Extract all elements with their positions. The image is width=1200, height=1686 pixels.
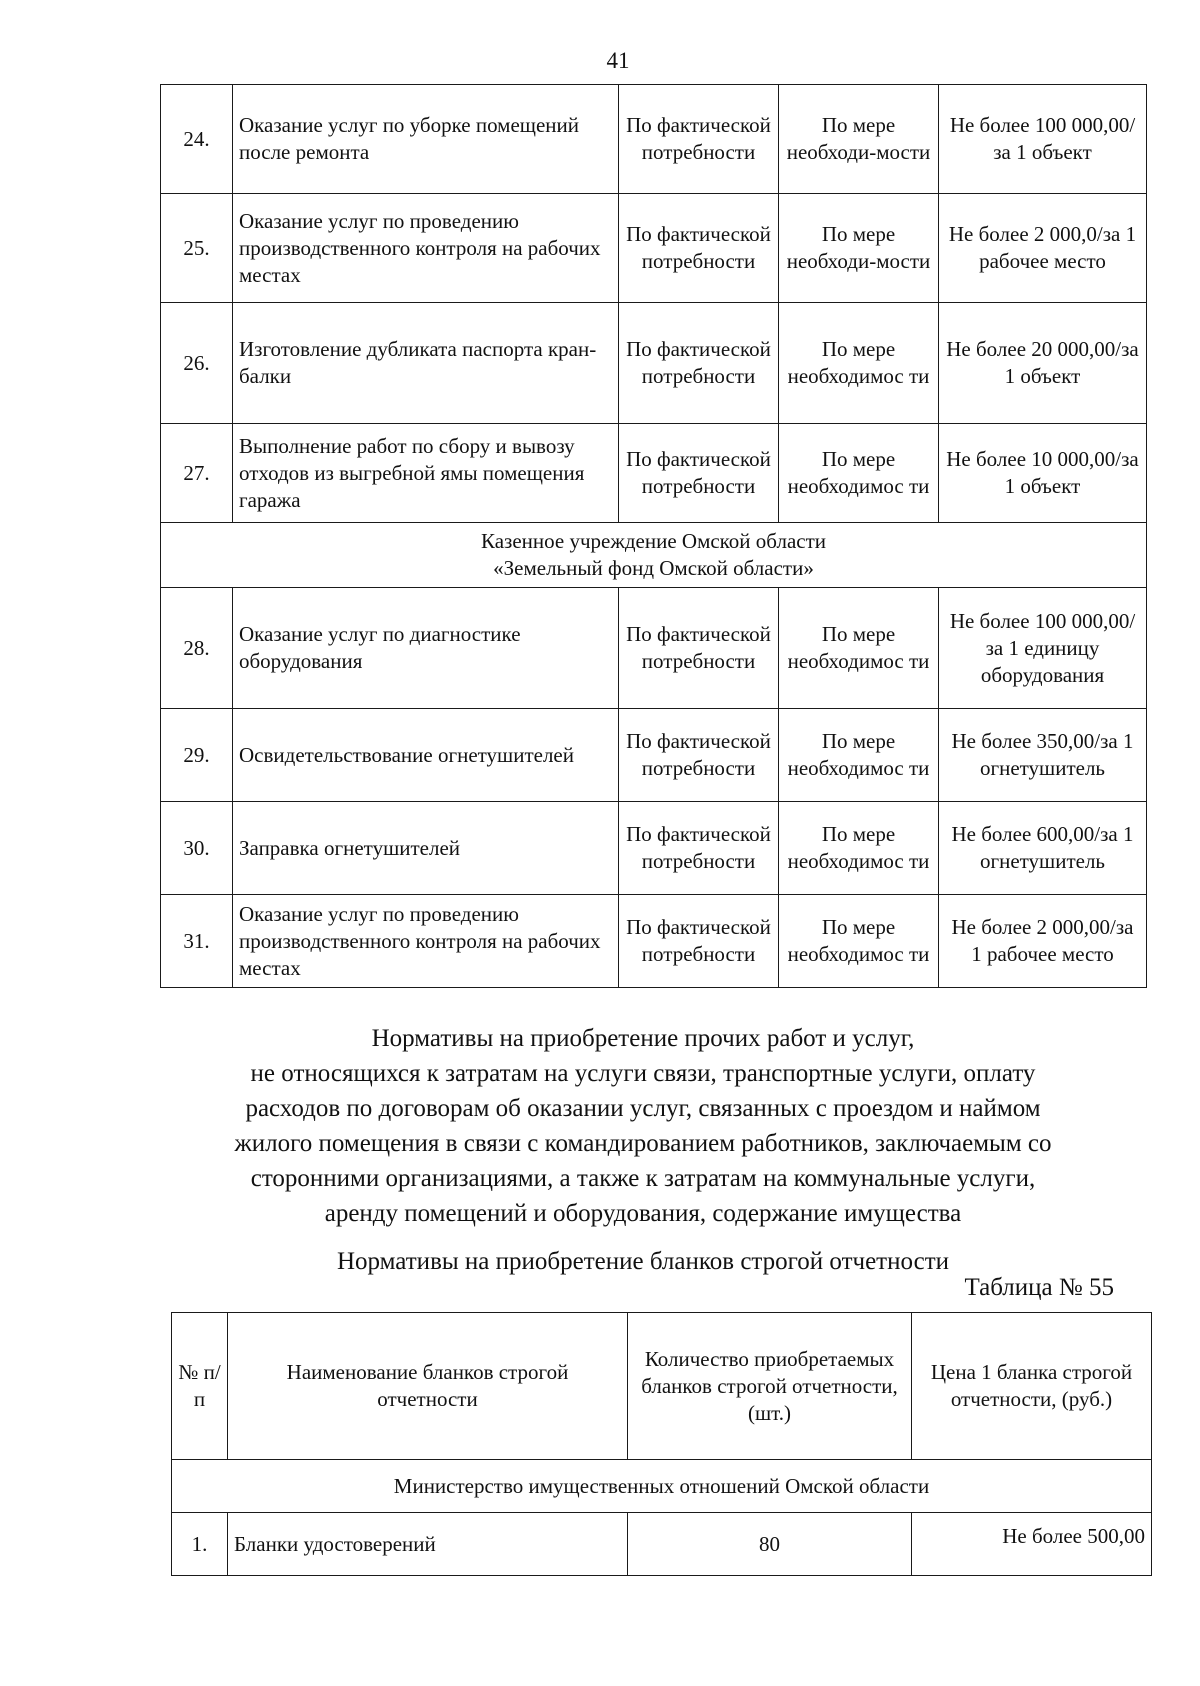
frequency: По мере необходимос ти [779,588,939,709]
row-number: 24. [161,85,233,194]
form-name: Бланки удостоверений [228,1513,628,1576]
service-name: Освидетельствование огнетушителей [233,709,619,802]
price-limit: Не более 20 000,00/за 1 объект [939,303,1147,424]
section-heading [150,1021,1136,1231]
price-limit: Не более 100 000,00/за 1 объект [939,85,1147,194]
row-number: 27. [161,424,233,523]
quantity: По фактической потребности [619,194,779,303]
table-row [161,85,1147,194]
forms-norms-table [171,1312,1152,1576]
table-header-row [172,1313,1152,1460]
organization-name [161,523,1147,588]
quantity: По фактической потребности [619,802,779,895]
table-row [161,895,1147,988]
service-name: Выполнение работ по сбору и вывозу отходов из выгребной ямы помещения гаража [233,424,619,523]
row-number: 1. [172,1513,228,1576]
table-row [161,424,1147,523]
table-row [161,709,1147,802]
frequency: По мере необходимос ти [779,709,939,802]
price-limit: Не более 2 000,0/за 1 рабочее место [939,194,1147,303]
section-heading-line: сторонними организациями, а также к затратам на коммунальные услуги, [250,1165,1036,1192]
row-number: 26. [161,303,233,424]
row-number: 28. [161,588,233,709]
section-heading-line: жилого помещения в связи с командированием работников, заключаемым со [234,1130,1052,1157]
quantity: По фактической потребности [619,588,779,709]
quantity: По фактической потребности [619,303,779,424]
section-heading-line: аренду помещений и оборудования, содержание имущества [324,1200,962,1227]
quantity: 80 [628,1513,912,1576]
organization-row [172,1460,1152,1513]
column-header-quantity: Количество приобретаемых бланков строгой отчетности, (шт.) [628,1313,912,1460]
service-name: Оказание услуг по проведению производственного контроля на рабочих местах [233,895,619,988]
service-name: Заправка огнетушителей [233,802,619,895]
section-heading-line: Нормативы на приобретение прочих работ и услуг, [371,1025,915,1052]
column-header-name: Наименование бланков строгой отчетности [228,1313,628,1460]
table-row [161,194,1147,303]
quantity: По фактической потребности [619,85,779,194]
section-heading-line: не относящихся к затратам на услуги связи, транспортные услуги, оплату [250,1060,1036,1087]
table-row [161,802,1147,895]
table-label: Таблица № 55 [964,1274,1114,1301]
column-header-price: Цена 1 бланка строгой отчетности, (руб.) [912,1313,1152,1460]
subheading: Нормативы на приобретение бланков строгой отчетности [336,1248,949,1275]
frequency: По мере необходимос ти [779,895,939,988]
column-header-number: № п/п [172,1313,228,1460]
row-number: 30. [161,802,233,895]
organization-row [161,523,1147,588]
page-number: 41 [606,48,630,73]
quantity: По фактической потребности [619,895,779,988]
price-limit: Не более 2 000,00/за 1 рабочее место [939,895,1147,988]
row-number: 29. [161,709,233,802]
price-limit: Не более 350,00/за 1 огнетушитель [939,709,1147,802]
frequency: По мере необходимос ти [779,424,939,523]
quantity: По фактической потребности [619,424,779,523]
services-norms-table [160,84,1147,988]
table-row [161,588,1147,709]
service-name: Оказание услуг по проведению производственного контроля на рабочих местах [233,194,619,303]
frequency: По мере необходи-мости [779,85,939,194]
service-name: Изготовление дубликата паспорта кран-балки [233,303,619,424]
service-name: Оказание услуг по уборке помещений после ремонта [233,85,619,194]
service-name: Оказание услуг по диагностике оборудования [233,588,619,709]
organization-name: Министерство имущественных отношений Омской области [172,1460,1152,1513]
organization-line: Казенное учреждение Омской области [480,529,826,553]
price-limit: Не более 600,00/за 1 огнетушитель [939,802,1147,895]
frequency: По мере необходи-мости [779,194,939,303]
table-row [161,303,1147,424]
quantity: По фактической потребности [619,709,779,802]
frequency: По мере необходимос ти [779,303,939,424]
price-limit: Не более 100 000,00/за 1 единицу оборудования [939,588,1147,709]
section-heading-line: расходов по договорам об оказании услуг, связанных с проездом и наймом [245,1095,1041,1122]
organization-line: «Земельный фонд Омской области» [493,556,814,580]
frequency: По мере необходимос ти [779,802,939,895]
table-row [172,1513,1152,1576]
row-number: 25. [161,194,233,303]
price-limit: Не более 10 000,00/за 1 объект [939,424,1147,523]
row-number: 31. [161,895,233,988]
price-limit: Не более 500,00 [912,1513,1152,1576]
